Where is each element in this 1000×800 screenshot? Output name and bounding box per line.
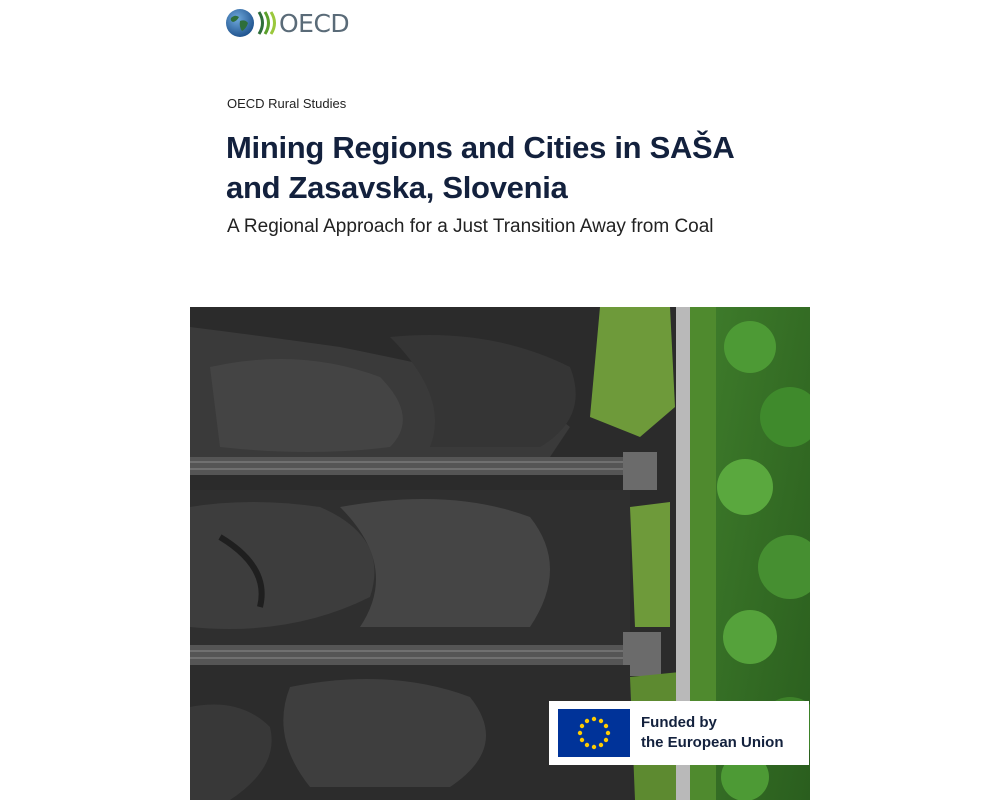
- oecd-globe-icon: [225, 8, 255, 38]
- eu-flag-icon: [558, 709, 630, 757]
- eu-funding-line-1: Funded by: [641, 714, 717, 731]
- report-title-line-2: and Zasavska, Slovenia: [226, 170, 568, 205]
- oecd-swoosh-icon: [257, 8, 277, 38]
- report-title: [226, 128, 786, 208]
- oecd-logo-text: OECD: [279, 8, 350, 38]
- report-subtitle: A Regional Approach for a Just Transition Away from Coal: [227, 216, 714, 237]
- oecd-logo: [225, 6, 349, 40]
- report-title-line-1: Mining Regions and Cities in SAŠA: [226, 130, 735, 165]
- eu-funding-badge: [549, 701, 809, 765]
- series-label: OECD Rural Studies: [227, 96, 347, 111]
- eu-funding-text: [641, 713, 784, 753]
- eu-funding-line-2: the European Union: [641, 734, 784, 751]
